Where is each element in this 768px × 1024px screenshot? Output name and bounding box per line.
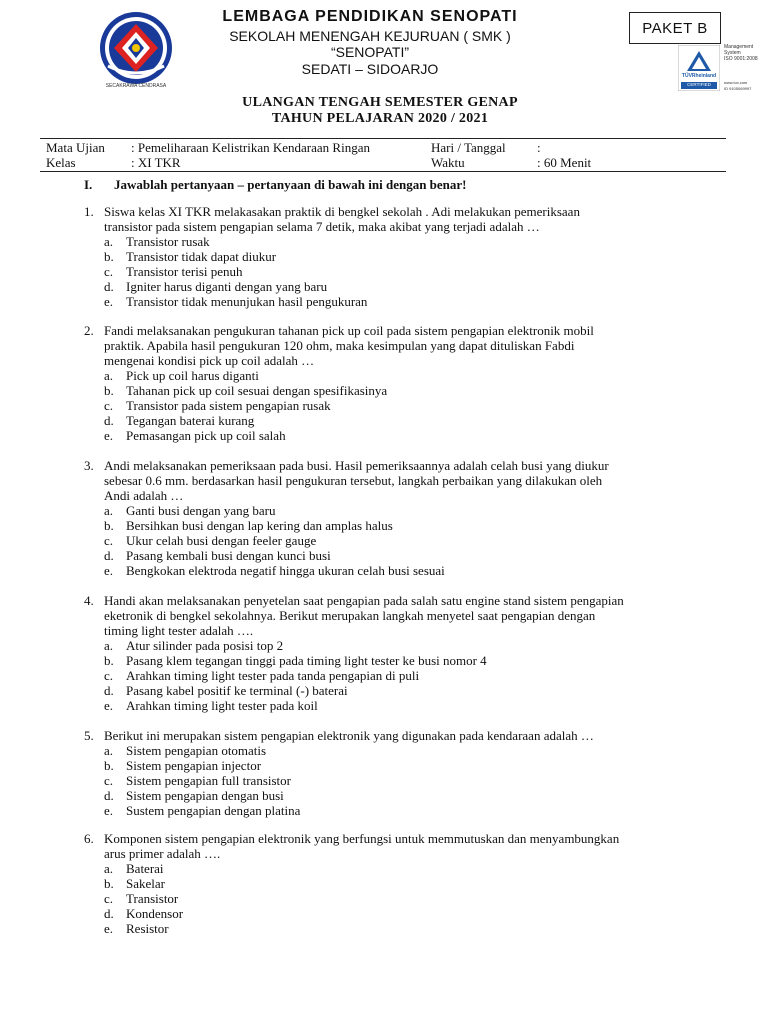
option-letter: a. (104, 861, 114, 876)
option-text: Arahkan timing light tester pada koil (126, 698, 318, 713)
question-text-line: eketronik di bengkel sekolahnya. Berikut merupakan langkah menyetel saat pengapian dengan (104, 608, 596, 623)
question-text-line: Berikut ini merupakan sistem pengapian elektronik yang digunakan pada kendaraan adalah … (104, 728, 594, 743)
option-text: Bersihkan busi dengan lap kering dan amplas halus (126, 518, 393, 533)
cert-line-2: System (724, 50, 741, 56)
answer-option (104, 294, 684, 309)
question-text-line: Siswa kelas XI TKR melakasakan praktik di bengkel sekolah . Adi melakukan pemeriksaan (104, 204, 580, 219)
option-letter: d. (104, 906, 114, 921)
logo-motto: SECAKRAWA CENDRASA (105, 83, 167, 89)
answer-option (104, 383, 684, 398)
answer-option (104, 773, 684, 788)
answer-option (104, 518, 684, 533)
question-text-line: arus primer adalah …. (104, 846, 221, 861)
exam-title: ULANGAN TENGAH SEMESTER GENAP (242, 95, 518, 110)
option-letter: d. (104, 413, 114, 428)
answer-option (104, 413, 684, 428)
option-letter: e. (104, 921, 114, 936)
option-text: Baterai (126, 861, 164, 876)
answer-option (104, 279, 684, 294)
option-text: Sakelar (126, 876, 165, 891)
cert-line-1: Management (724, 44, 754, 50)
answer-option (104, 683, 684, 698)
answer-option (104, 906, 684, 921)
paket-label: PAKET B (629, 12, 721, 44)
class-value: : XI TKR (131, 155, 181, 170)
section-instruction: Jawablah pertanyaan – pertanyaan di bawah ini dengan benar! (114, 177, 467, 192)
option-letter: d. (104, 788, 114, 803)
question-item (84, 593, 684, 713)
question-item (84, 831, 684, 936)
option-text: Ukur celah busi dengan feeler gauge (126, 533, 317, 548)
question-text-line: Andi adalah … (104, 488, 184, 503)
option-text: Transistor terisi penuh (126, 264, 243, 279)
cert-url: www.tuv.com (724, 80, 748, 85)
answer-option (104, 368, 684, 383)
option-text: Sistem pengapian full transistor (126, 773, 292, 788)
option-text: Transistor pada sistem pengapian rusak (126, 398, 331, 413)
answer-option (104, 668, 684, 683)
answer-option (104, 861, 684, 876)
class-label: Kelas (46, 155, 76, 170)
option-letter: b. (104, 518, 114, 533)
date-label: Hari / Tanggal (431, 140, 506, 155)
option-letter: b. (104, 758, 114, 773)
school-location: SEDATI – SIDOARJO (301, 61, 439, 77)
option-text: Kondensor (126, 906, 184, 921)
answer-option (104, 428, 684, 443)
option-letter: c. (104, 533, 114, 548)
exam-year: TAHUN PELAJARAN 2020 / 2021 (271, 111, 489, 126)
subject-value: : Pemeliharaan Kelistrikan Kendaraan Ringan (131, 140, 370, 155)
answer-option (104, 788, 684, 803)
answer-option (104, 398, 684, 413)
option-text: Transistor tidak dapat diukur (126, 249, 277, 264)
option-text: Sustem pengapian dengan platina (126, 803, 301, 818)
answer-option (104, 921, 684, 936)
option-letter: e. (104, 428, 114, 443)
option-text: Igniter harus diganti dengan yang baru (126, 279, 328, 294)
option-text: Tegangan baterai kurang (126, 413, 255, 428)
answer-option (104, 249, 684, 264)
option-letter: c. (104, 398, 114, 413)
question-text-line: timing light tester adalah …. (104, 623, 254, 638)
option-letter: a. (104, 368, 114, 383)
option-text: Bengkokan elektroda negatif hingga ukuran celah busi sesuai (126, 563, 445, 578)
info-top-rule (40, 138, 726, 139)
option-letter: d. (104, 548, 114, 563)
option-text: Atur silinder pada posisi top 2 (126, 638, 284, 653)
option-text: Transistor (126, 891, 179, 906)
option-letter: b. (104, 383, 114, 398)
question-item (84, 204, 684, 309)
question-text-line: praktik. Apabila hasil pengukuran 120 ohm, maka kesimpulan yang dapat dituliskan Fabdi (104, 338, 575, 353)
question-number: 4. (84, 593, 94, 608)
question-text-line: mengenai kondisi pick up coil adalah … (104, 353, 315, 368)
answer-option (104, 758, 684, 773)
question-text-line: Fandi melaksanakan pengukuran tahanan pick up coil pada sistem pengapian elektronik mobil (104, 323, 594, 338)
option-letter: d. (104, 683, 114, 698)
question-text-line: Andi melaksanakan pemeriksaan pada busi. Hasil pemeriksaannya adalah celah busi yang diukur (104, 458, 609, 473)
option-letter: c. (104, 668, 114, 683)
answer-option (104, 264, 684, 279)
question-item (84, 323, 684, 443)
question-text-line: Komponen sistem pengapian elektronik yang berfungsi untuk memmutuskan dan menyambungkan (104, 831, 620, 846)
option-letter: e. (104, 294, 114, 309)
option-text: Arahkan timing light tester pada tanda pengapian di puli (126, 668, 420, 683)
question-text-line: sebesar 0.6 mm. berdasarkan hasil pengukuran tersebut, langkah perbaikan yang dilakukan oleh (104, 473, 603, 488)
time-label: Waktu (431, 155, 465, 170)
option-text: Pick up coil harus diganti (126, 368, 259, 383)
answer-option (104, 563, 684, 578)
question-item (84, 728, 684, 818)
school-type: SEKOLAH MENENGAH KEJURUAN ( SMK ) (229, 28, 511, 44)
time-value: : 60 Menit (537, 155, 592, 170)
answer-option (104, 653, 684, 668)
question-number: 5. (84, 728, 94, 743)
answer-option (104, 548, 684, 563)
answer-option (104, 876, 684, 891)
question-number: 3. (84, 458, 94, 473)
answer-option (104, 503, 684, 518)
question-number: 6. (84, 831, 94, 846)
option-text: Transistor rusak (126, 234, 210, 249)
option-letter: e. (104, 563, 114, 578)
option-letter: c. (104, 264, 114, 279)
option-text: Pasang kabel positif ke terminal (-) baterai (126, 683, 348, 698)
answer-option (104, 891, 684, 906)
option-text: Tahanan pick up coil sesuai dengan spesifikasinya (126, 383, 388, 398)
institution-name: LEMBAGA PENDIDIKAN SENOPATI (222, 8, 518, 25)
answer-option (104, 698, 684, 713)
date-value: : (537, 140, 541, 155)
option-text: Sistem pengapian otomatis (126, 743, 267, 758)
option-text: Sistem pengapian injector (126, 758, 262, 773)
option-text: Resistor (126, 921, 169, 936)
option-letter: a. (104, 234, 114, 249)
option-letter: c. (104, 773, 114, 788)
option-letter: a. (104, 638, 114, 653)
option-letter: c. (104, 891, 114, 906)
question-number: 2. (84, 323, 94, 338)
answer-option (104, 743, 684, 758)
option-text: Ganti busi dengan yang baru (126, 503, 276, 518)
cert-line-3: ISO 9001:2008 (724, 56, 758, 62)
question-text-line: Handi akan melaksanakan penyetelan saat pengapian pada salah satu engine stand sistem pengapian (104, 593, 624, 608)
cert-id: ID 9105069997 (724, 86, 752, 91)
option-letter: b. (104, 249, 114, 264)
option-letter: a. (104, 503, 114, 518)
option-letter: a. (104, 743, 114, 758)
option-text: Pasang klem tegangan tinggi pada timing light tester ke busi nomor 4 (126, 653, 487, 668)
question-number: 1. (84, 204, 94, 219)
answer-option (104, 533, 684, 548)
answer-option (104, 803, 684, 818)
option-text: Transistor tidak menunjukan hasil pengukuran (126, 294, 368, 309)
option-text: Sistem pengapian dengan busi (126, 788, 284, 803)
option-letter: d. (104, 279, 114, 294)
section-number: I. (84, 177, 93, 192)
subject-label: Mata Ujian (46, 140, 105, 155)
school-name: “SENOPATI” (330, 44, 410, 60)
option-letter: e. (104, 698, 114, 713)
option-letter: b. (104, 653, 114, 668)
answer-option (104, 234, 684, 249)
answer-option (104, 638, 684, 653)
option-letter: b. (104, 876, 114, 891)
info-bottom-rule (40, 171, 726, 172)
option-text: Pasang kembali busi dengan kunci busi (126, 548, 331, 563)
tuv-certified-text: CERTIFIED (687, 82, 711, 87)
question-text-line: transistor pada sistem pengapian selama 7 detik, maka akibat yang terjadi adalah … (104, 219, 540, 234)
tuv-badge-text: TÜVRheinland (681, 73, 717, 79)
question-item (84, 458, 684, 578)
option-text: Pemasangan pick up coil salah (126, 428, 286, 443)
option-letter: e. (104, 803, 114, 818)
